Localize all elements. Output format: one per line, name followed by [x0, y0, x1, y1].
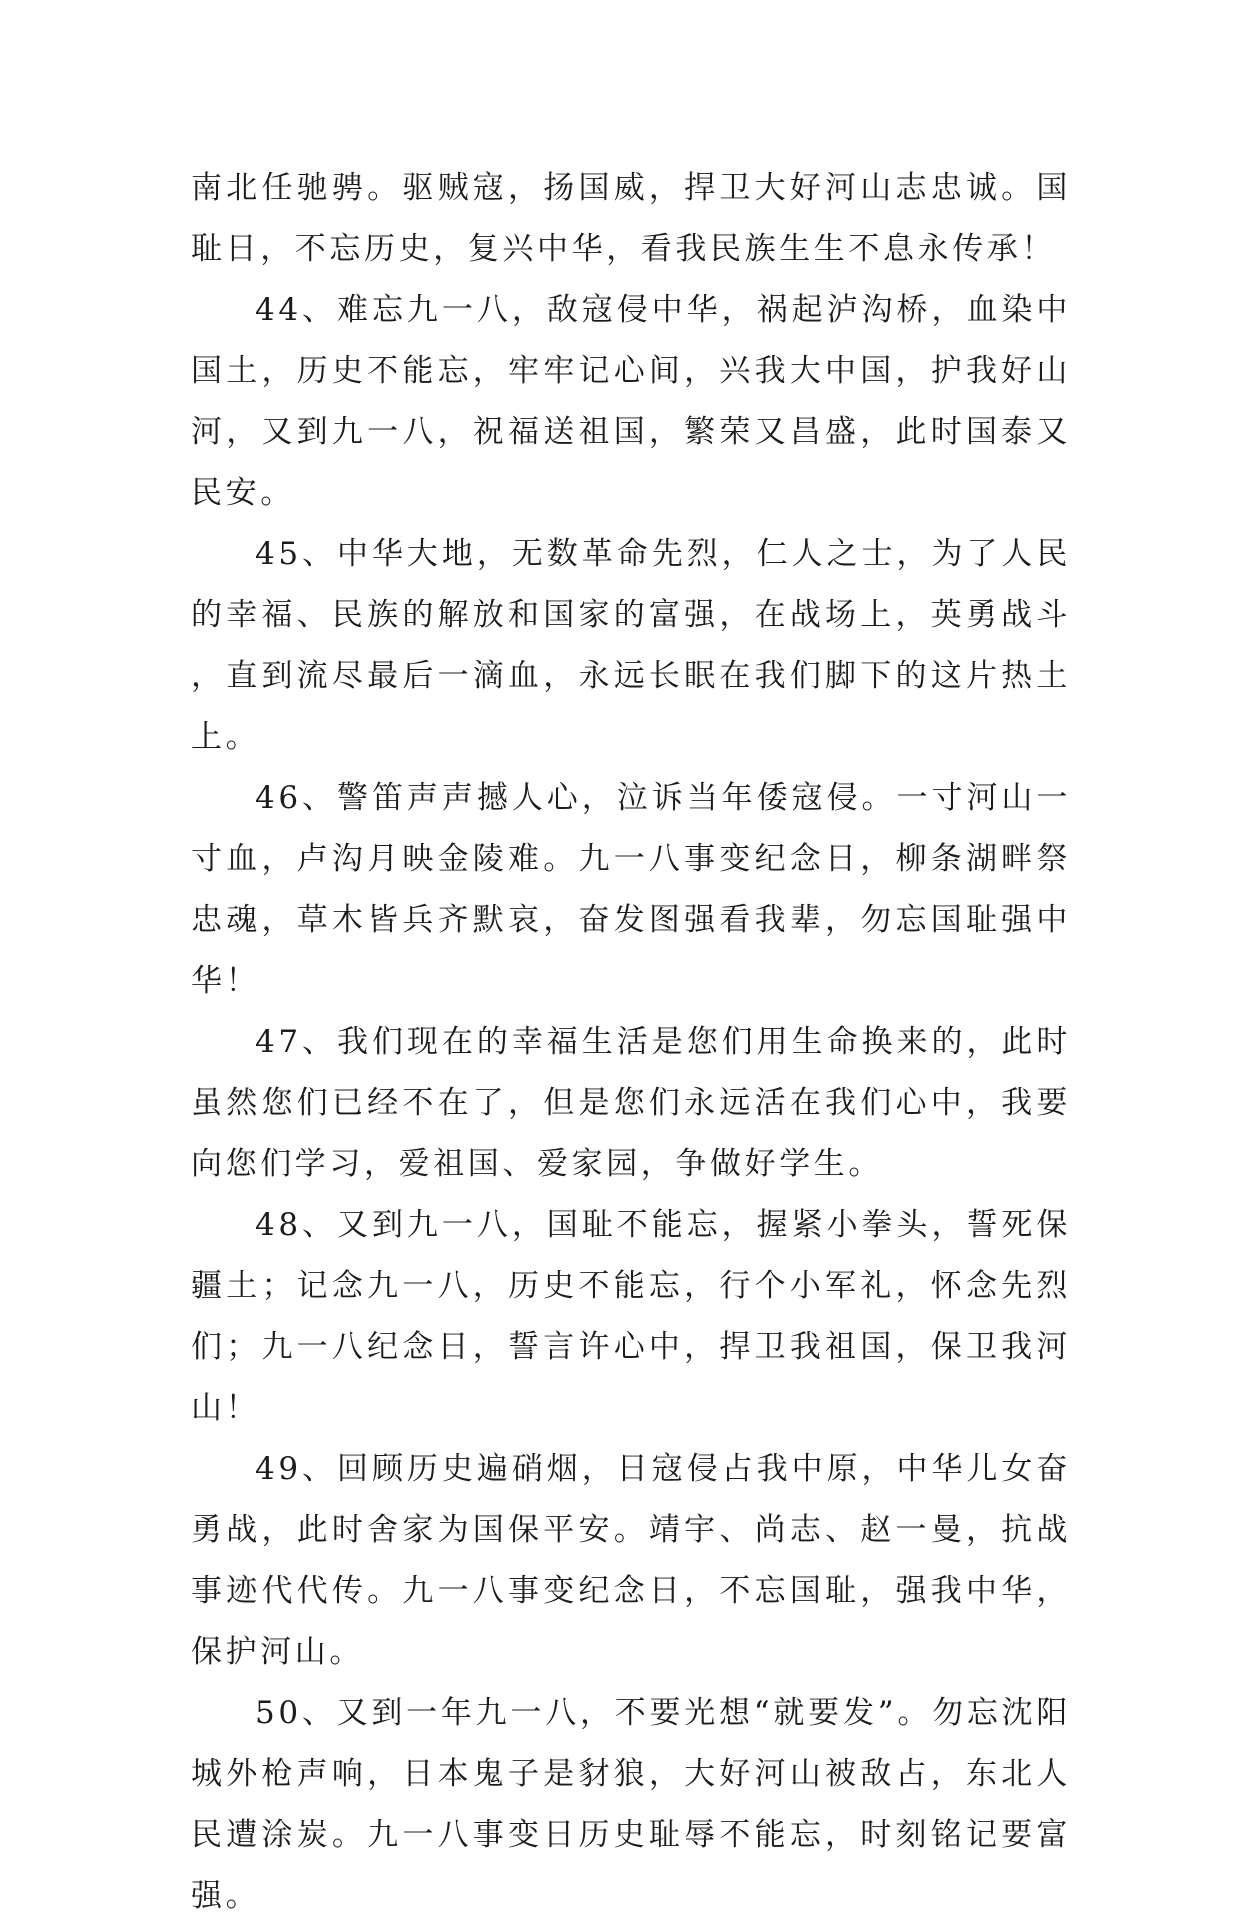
- paragraph-48: 48、又到九一八，国耻不能忘，握紧小拳头，誓死保疆土；记念九一八，历史不能忘，行个小军礼，怀念先烈们；九一八纪念日，誓言许心中，捍卫我祖国，保卫我河山！: [191, 1207, 1071, 1426]
- paragraph-50: 50、又到一年九一八，不要光想“就要发”。勿忘沈阳城外枪声响，日本鬼子是豺狼，大好河山被敌占，东北人民遭涂炭。九一八事变日历史耻辱不能忘，时刻铭记要富强。: [191, 1695, 1071, 1914]
- paragraph-49: 49、回顾历史遍硝烟，日寇侵占我中原，中华儿女奋勇战，此时舍家为国保平安。靖宇、尚志、赵一曼，抗战事迹代代传。九一八事变纪念日，不忘国耻，强我中华，保护河山。: [191, 1451, 1071, 1670]
- paragraph-45: 45、中华大地，无数革命先烈，仁人之士，为了人民的幸福、民族的解放和国家的富强，在战场上，英勇战斗，直到流尽最后一滴血，永远长眠在我们脚下的这片热土上。: [191, 536, 1071, 755]
- paragraph-47: 47、我们现在的幸福生活是您们用生命换来的，此时虽然您们已经不在了，但是您们永远活在我们心中，我要向您们学习，爱祖国、爱家园，争做好学生。: [191, 1024, 1071, 1182]
- paragraph-46: 46、警笛声声撼人心，泣诉当年倭寇侵。一寸河山一寸血，卢沟月映金陵难。九一八事变纪念日，柳条湖畔祭忠魂，草木皆兵齐默哀，奋发图强看我辈，勿忘国耻强中华！: [191, 780, 1071, 999]
- paragraph-44: 44、难忘九一八，敌寇侵中华，祸起泸沟桥，血染中国土，历史不能忘，牢牢记心间，兴我大中国，护我好山河，又到九一八，祝福送祖国，繁荣又昌盛，此时国泰又民安。: [191, 292, 1071, 511]
- paragraph-continuation: 南北任驰骋。驱贼寇，扬国威，捍卫大好河山志忠诚。国耻日，不忘历史，复兴中华，看我民族生生不息永传承！: [191, 170, 1071, 267]
- document-body: [191, 158, 1071, 1927]
